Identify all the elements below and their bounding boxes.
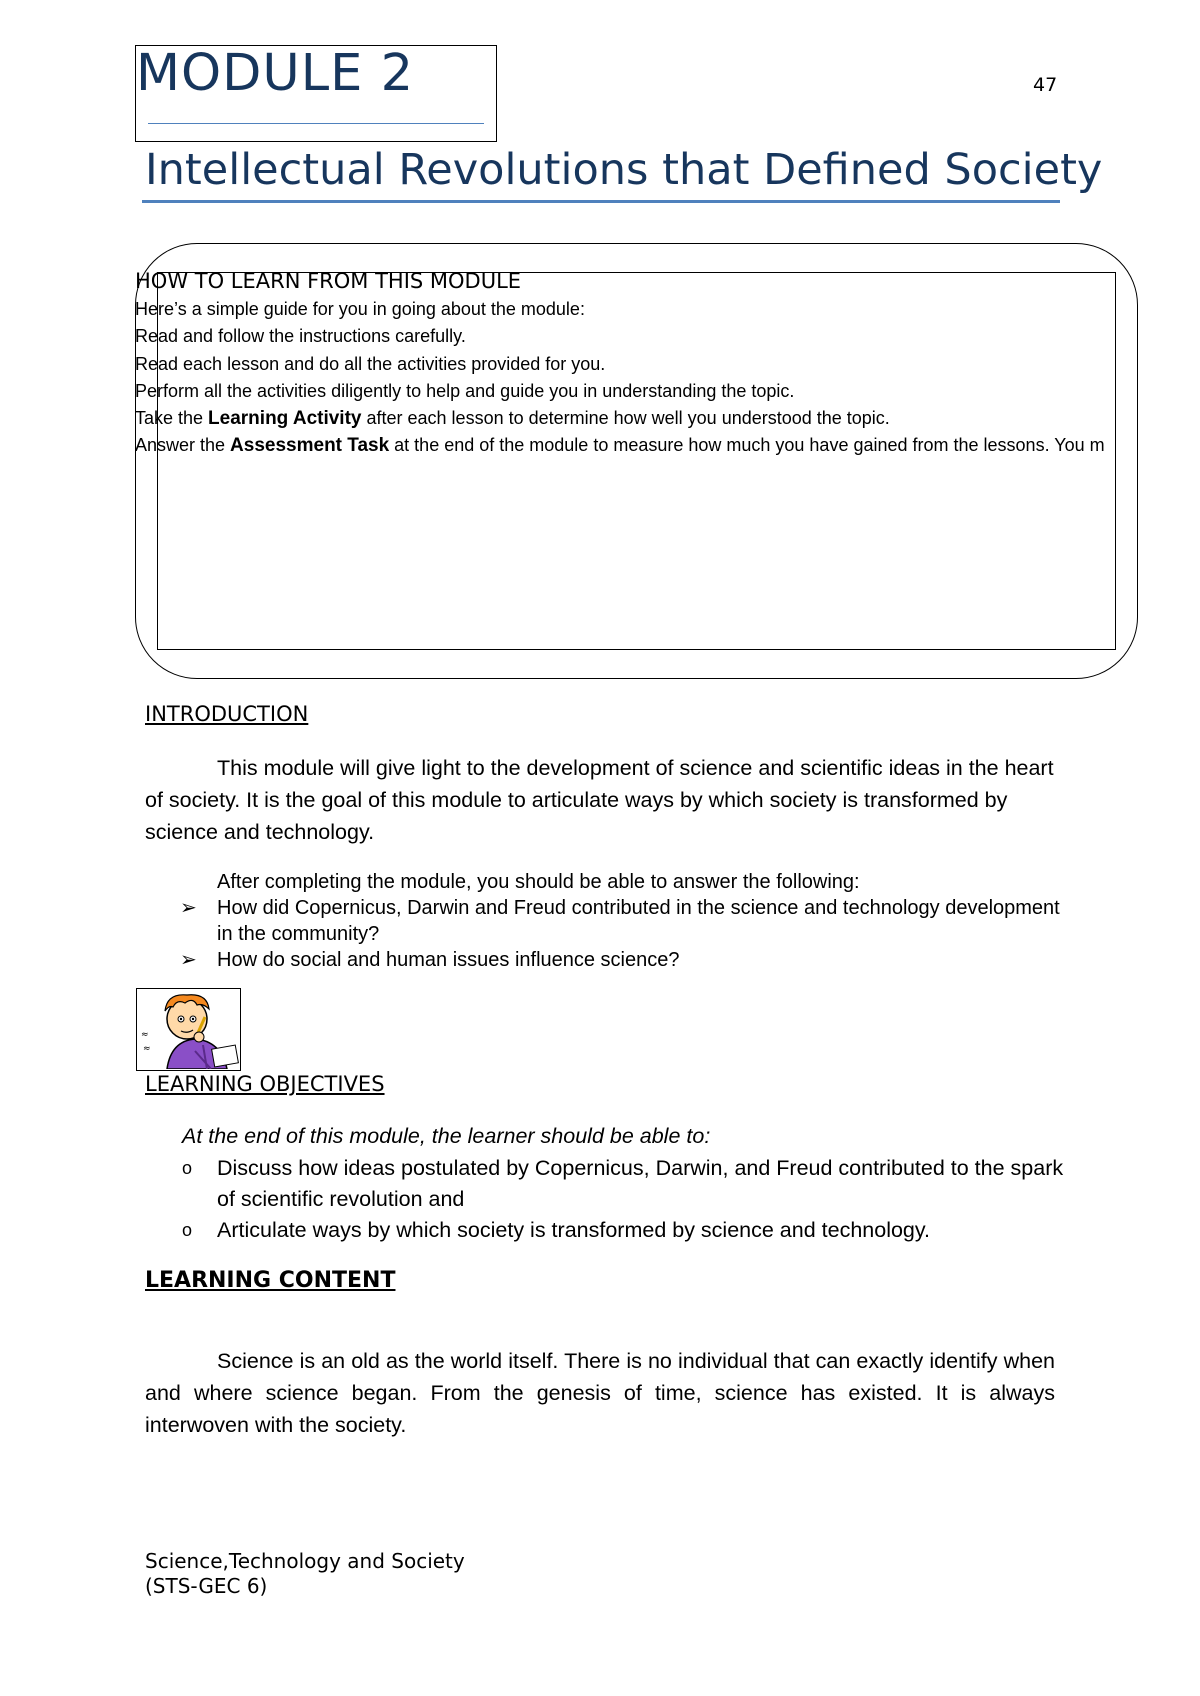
student-icon (137, 989, 239, 1069)
introduction-paragraph (145, 752, 1055, 848)
learning-activity-term: Learning Activity (208, 408, 362, 430)
circle-bullet-icon: o (182, 1220, 193, 1240)
how-to-learn-intro: Here’s a simple guide for you in going about the module: (135, 299, 585, 319)
arrow-bullet-icon: ➢ (180, 949, 197, 971)
introduction-heading: INTRODUCTION (145, 702, 309, 726)
footer-course-code: (STS-GEC 6) (145, 1574, 268, 1598)
question-text: How did Copernicus, Darwin and Freud contributed in the science and technology development in the community? (217, 897, 1060, 945)
questions-lead: After completing the module, you should be able to answer the following: (217, 871, 860, 893)
learning-content-heading: LEARNING CONTENT (145, 1268, 396, 1293)
footer-course-name: Science,Technology and Society (145, 1549, 465, 1573)
objectives-intro: At the end of this module, the learner should be able to: (182, 1124, 711, 1148)
learning-objectives-heading: LEARNING OBJECTIVES (145, 1072, 385, 1096)
page-number: 47 (1033, 74, 1058, 96)
svg-text:≈: ≈ (143, 1044, 151, 1054)
arrow-bullet-icon: ➢ (180, 897, 197, 919)
list-item (180, 895, 1080, 947)
how-to-learn-step: Perform all the activities diligently to help and guide you in understanding the topic. (135, 380, 795, 401)
how-to-learn-heading: HOW TO LEARN FROM THIS MODULE (135, 269, 522, 293)
how-to-learn-step: Read and follow the instructions carefully. (135, 326, 466, 347)
module-underline (148, 123, 484, 124)
content-text: Science is an old as the world itself. There is no individual that can exactly identify when and where science began. From the genesis of time, science has existed. It is always interwoven with the society. (145, 1349, 1055, 1437)
list-item (180, 1215, 1080, 1246)
page-footer (145, 1549, 465, 1599)
step-text: Take the (135, 408, 209, 429)
how-to-learn-step (135, 405, 1200, 432)
how-to-learn-step: Read each lesson and do all the activities provided for you. (135, 353, 606, 374)
introduction-text: This module will give light to the development of science and scientific ideas in the heart of society. It is the goal of this module to articulate ways by which society is transformed by science and technology. (145, 756, 1054, 844)
list-item (180, 1153, 1080, 1215)
step-text: after each lesson to determine how well you understood the topic. (361, 408, 890, 429)
assessment-task-term: Assessment Task (230, 435, 390, 457)
list-item (180, 947, 1080, 973)
learning-content-paragraph (145, 1345, 1055, 1441)
objective-text: Discuss how ideas postulated by Copernicus, Darwin, and Freud contributed to the spark of scientific revolution and (217, 1156, 1064, 1211)
objective-text: Articulate ways by which society is transformed by science and technology. (217, 1218, 931, 1242)
guide-questions-list (180, 895, 1080, 973)
how-to-learn-step (135, 432, 1200, 459)
circle-bullet-icon: o (182, 1158, 193, 1178)
module-title: Intellectual Revolutions that Defined Society (145, 145, 1103, 195)
svg-text:≈: ≈ (141, 1030, 149, 1040)
question-text: How do social and human issues influence science? (217, 949, 680, 971)
how-to-learn-text (135, 266, 1200, 460)
objectives-list (180, 1153, 1080, 1246)
step-text: at the end of the module to measure how much you have gained from the lessons. You m (389, 435, 1105, 456)
title-rule (142, 200, 1060, 203)
module-label: MODULE 2 (136, 44, 415, 103)
student-thinking-clipart (136, 988, 241, 1071)
step-text: Answer the (135, 435, 231, 456)
